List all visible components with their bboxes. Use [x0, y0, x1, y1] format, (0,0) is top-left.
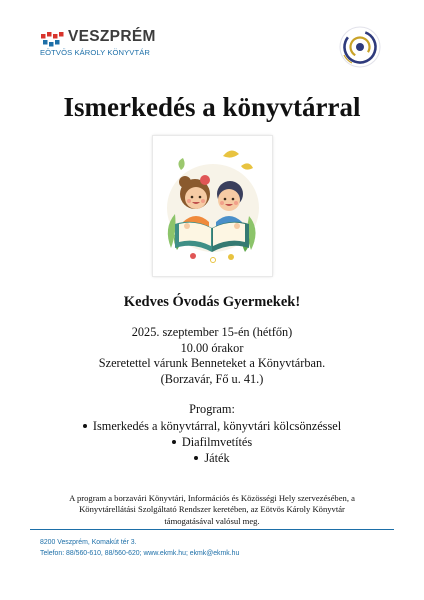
bullet-icon: [83, 424, 87, 428]
sponsor-note-line: támogatásával valósul meg.: [164, 515, 260, 526]
sponsor-note-line: A program a borzavári Könyvtári, Információs és Közösségi Hely szervezésében, a: [69, 493, 355, 503]
event-date: 2025. szeptember 15-én (hétfőn): [131, 325, 293, 339]
program-item-text: Diafilmvetítés: [181, 435, 253, 449]
library-logo[interactable]: [40, 27, 170, 61]
page-header: [0, 0, 424, 80]
program-label: Program:: [189, 402, 235, 416]
page-footer: [40, 538, 239, 559]
children-reading-book-illustration: [153, 136, 272, 276]
footer-contact[interactable]: Telefon: 88/560-610, 88/560-620; www.ekmk.hu; ekmk@ekmk.hu: [40, 549, 240, 557]
crown-logo-icon: [40, 31, 66, 47]
logo-name: VESZPRÉM: [68, 28, 156, 45]
program-item-text: Ismerkedés a könyvtárral, könyvtári kölcsönzéssel: [92, 419, 342, 433]
event-location: (Borzavár, Fő u. 41.): [160, 371, 264, 386]
bullet-icon: [172, 440, 176, 444]
sponsor-note: [30, 493, 394, 527]
circular-seal-icon: [338, 25, 382, 69]
event-invitation: Szeretettel várunk Benneteket a Könyvtárban.: [98, 356, 326, 371]
program-list: [0, 418, 424, 466]
logo-subtitle: EÖTVÖS KÁROLY KÖNYVTÁR: [40, 48, 150, 57]
event-time: 10.00 órakor: [180, 340, 244, 355]
program-item-text: Játék: [204, 451, 230, 465]
footer-divider: [30, 529, 394, 530]
greeting-heading: Kedves Óvodás Gyermekek!: [123, 294, 301, 310]
list-item: [0, 434, 424, 450]
footer-address: 8200 Veszprém, Komakút tér 3.: [40, 539, 137, 546]
bullet-icon: [194, 456, 198, 460]
event-details: [0, 325, 424, 387]
page-title: Ismerkedés a könyvtárral: [63, 92, 361, 122]
list-item: [0, 418, 424, 434]
list-item: [0, 450, 424, 466]
sponsor-note-line: Könyvtárellátási Szolgáltató Rendszer keretében, az Eötvös Károly Könyvtár: [79, 504, 345, 515]
